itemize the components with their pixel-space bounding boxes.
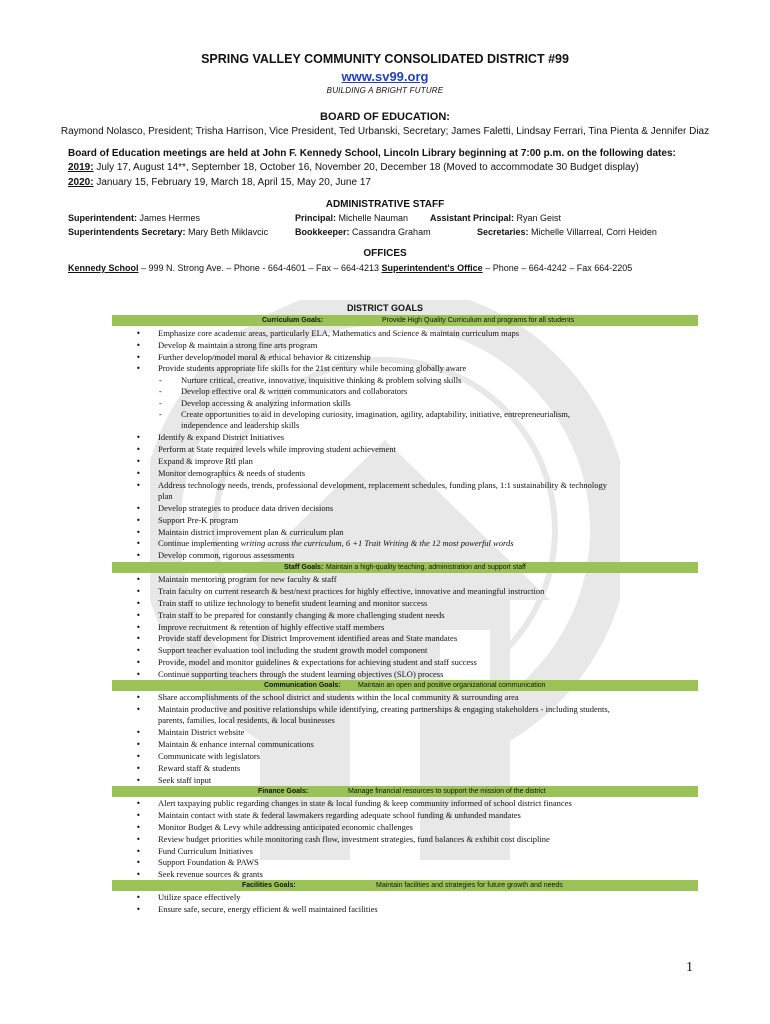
superintendent-name: James Hermes — [137, 213, 201, 223]
list-item: • Fund Curriculum Initiatives — [158, 846, 698, 858]
list-item: • Alert taxpaying public regarding changes in state & local funding & keep community informed of school district finances — [158, 798, 698, 810]
list-item: • Monitor Budget & Levy while addressing anticipated economic challenges — [158, 822, 698, 834]
list-item: • Support Pre-K program — [158, 515, 698, 527]
list-item: • Train faculty on current research & best/next practices for highly effective, innovative and meaningful instruction — [158, 586, 698, 598]
staff-goals-label: Staff Goals: — [284, 564, 324, 571]
superintendent-office-info: – Phone – 664-4242 – Fax 664-2205 — [482, 263, 633, 273]
sub-list-item: - Create opportunities to aid in developing curiosity, imagination, agility, adaptability, initiative, entrepreneurialism, — [181, 409, 691, 421]
facilities-goals-label: Facilities Goals: — [242, 882, 296, 889]
assistant-principal — [430, 213, 561, 223]
sub-list-item: - Develop effective oral & written communicators and collaborators — [181, 386, 691, 398]
communication-goals-desc: Maintain an open and positive organizational communication — [358, 682, 546, 689]
list-item-text: Continue implementing — [158, 538, 241, 548]
assistant-principal-label: Assistant Principal: — [430, 213, 515, 223]
communication-goals-bar — [112, 680, 698, 691]
offices-line — [68, 263, 748, 273]
list-item: • Maintain productive and positive relationships while identifying, creating partnerships & engaging stakeholders - including students, — [158, 704, 698, 716]
list-item-continued: parents, families, local residents, & local businesses — [158, 715, 335, 725]
list-item: • Utilize space effectively — [158, 892, 698, 904]
superintendent-secretary — [68, 227, 268, 237]
board-heading: BOARD OF EDUCATION: — [320, 111, 450, 123]
page-number: 1 — [686, 960, 693, 975]
list-item: • Identify & expand District Initiatives — [158, 432, 698, 444]
curriculum-goals-label: Curriculum Goals: — [262, 317, 324, 324]
list-item: • Improve recruitment & retention of highly effective staff members — [158, 622, 698, 634]
list-item: • Support teacher evaluation tool including the student growth model component — [158, 645, 698, 657]
list-item: • Reward staff & students — [158, 763, 698, 775]
list-item-italic: writing across the curriculum, 6 +1 Trait Writing & the 12 most powerful words — [240, 538, 514, 548]
curriculum-goals-bar — [112, 315, 698, 326]
list-item: • Support Foundation & PAWS — [158, 857, 698, 869]
dates-2020: January 15, February 19, March 18, April 15, May 20, June 17 — [93, 177, 371, 188]
list-item: • Develop common, rigorous assessments — [158, 550, 698, 562]
secretaries-label: Secretaries: — [477, 227, 529, 237]
list-item: • Develop strategies to produce data driven decisions — [158, 503, 698, 515]
list-item: • Seek revenue sources & grants — [158, 869, 698, 881]
kennedy-school-info: – 999 N. Strong Ave. – Phone - 664-4601 – Fax – 664-4213 — [138, 263, 382, 273]
district-website-link[interactable]: www.sv99.org — [341, 69, 429, 84]
year-label-2020: 2020: — [68, 177, 94, 188]
list-item: • Further develop/model moral & ethical behavior & citizenship — [158, 352, 698, 364]
list-item: • Provide staff development for District Improvement identified areas and State mandates — [158, 633, 698, 645]
list-item: • Train staff to utilize technology to benefit student learning and monitor success — [158, 598, 698, 610]
kennedy-school-label: Kennedy School — [68, 263, 139, 273]
assistant-principal-name: Ryan Geist — [514, 213, 562, 223]
principal-label: Principal: — [295, 213, 337, 223]
facilities-goals-desc: Maintain facilities and strategies for future growth and needs — [376, 882, 563, 889]
list-item-continued: plan — [158, 491, 173, 501]
list-item: • Review budget priorities while monitoring cash flow, investment strategies, fund balances & exhibit cost discipline — [158, 834, 698, 846]
list-item: • Expand & improve RtI plan — [158, 456, 698, 468]
principal — [295, 213, 408, 223]
district-title: SPRING VALLEY COMMUNITY CONSOLIDATED DISTRICT #99 — [201, 52, 569, 66]
staff-goals-bar — [112, 562, 698, 573]
district-tagline: BUILDING A BRIGHT FUTURE — [326, 86, 444, 95]
list-item: • Maintain district improvement plan & curriculum plan — [158, 527, 698, 539]
list-item — [158, 538, 698, 550]
bookkeeper-label: Bookkeeper: — [295, 227, 350, 237]
finance-goals-label: Finance Goals: — [258, 788, 309, 795]
list-item: • Communicate with legislators — [158, 751, 698, 763]
list-item: • Train staff to be prepared for constantly changing & more challenging student needs — [158, 610, 698, 622]
list-item: • Emphasize core academic areas, particularly ELA, Mathematics and Science & maintain curriculum maps — [158, 328, 698, 340]
bookkeeper-name: Cassandra Graham — [349, 227, 431, 237]
list-item: • Ensure safe, secure, energy efficient & well maintained facilities — [158, 904, 698, 916]
list-item: • Address technology needs, trends, professional development, replacement schedules, funding plans, 1:1 sustainability & technology — [158, 480, 698, 492]
secretaries — [477, 227, 657, 237]
list-item: • Maintain & enhance internal communications — [158, 739, 698, 751]
secretaries-names: Michelle Villarreal, Corri Heiden — [528, 227, 657, 237]
list-item: • Develop & maintain a strong fine arts program — [158, 340, 698, 352]
superintendent-office-label: Superintendent's Office — [381, 263, 483, 273]
meeting-notice: Board of Education meetings are held at John F. Kennedy School, Lincoln Library beginning at 7:00 p.m. on the following dates: — [68, 148, 676, 159]
meeting-dates-2019 — [68, 162, 748, 173]
offices-heading: OFFICES — [363, 248, 407, 259]
district-goals-heading: DISTRICT GOALS — [347, 303, 423, 313]
finance-goals-desc: Manage financial resources to support the mission of the district — [348, 788, 546, 795]
staff-goals-desc: Maintain a high-quality teaching, administration and support staff — [326, 564, 526, 571]
sub-list-item-continued: independence and leadership skills — [181, 420, 300, 430]
list-item: • Maintain District website — [158, 727, 698, 739]
facilities-goals-bar — [112, 880, 698, 891]
superintendent-secretary-label: Superintendents Secretary: — [68, 227, 186, 237]
sub-list-item: - Develop accessing & analyzing information skills — [181, 398, 691, 410]
list-item: • Seek staff input — [158, 775, 698, 787]
finance-goals-bar — [112, 786, 698, 797]
sub-list-item: - Nurture critical, creative, innovative, inquisitive thinking & problem solving skills — [181, 375, 691, 387]
communication-goals-label: Communication Goals: — [264, 682, 341, 689]
year-label-2019: 2019: — [68, 162, 94, 173]
superintendent-secretary-name: Mary Beth Miklavcic — [185, 227, 269, 237]
bookkeeper — [295, 227, 431, 237]
list-item: • Provide, model and monitor guidelines & expectations for achieving student and staff success — [158, 657, 698, 669]
list-item: • Perform at State required levels while improving student achievement — [158, 444, 698, 456]
meeting-dates-2020 — [68, 177, 748, 188]
board-members: Raymond Nolasco, President; Trisha Harrison, Vice President, Ted Urbanski, Secretary; James Faletti, Lindsay Ferrari, Tina Pienta & Jennifer Diaz — [60, 126, 710, 137]
curriculum-goals-desc: Provide High Quality Curriculum and programs for all students — [382, 317, 575, 324]
list-item: • Provide students appropriate life skills for the 21st century while becoming globally aware — [158, 363, 698, 375]
admin-heading: ADMINISTRATIVE STAFF — [325, 199, 445, 210]
list-item: • Continue supporting teachers through the student learning objectives (SLO) process — [158, 669, 698, 681]
superintendent-label: Superintendent: — [68, 213, 137, 223]
list-item: • Monitor demographics & needs of students — [158, 468, 698, 480]
dates-2019: July 17, August 14**, September 18, October 16, November 20, December 18 (Moved to accommodate 30 Budget display) — [93, 162, 639, 173]
principal-name: Michelle Nauman — [336, 213, 409, 223]
list-item: • Maintain contact with state & federal lawmakers regarding adequate school funding & unfunded mandates — [158, 810, 698, 822]
superintendent — [68, 213, 200, 223]
list-item: • Maintain mentoring program for new faculty & staff — [158, 574, 698, 586]
list-item: • Share accomplishments of the school district and students within the local community & surrounding area — [158, 692, 698, 704]
